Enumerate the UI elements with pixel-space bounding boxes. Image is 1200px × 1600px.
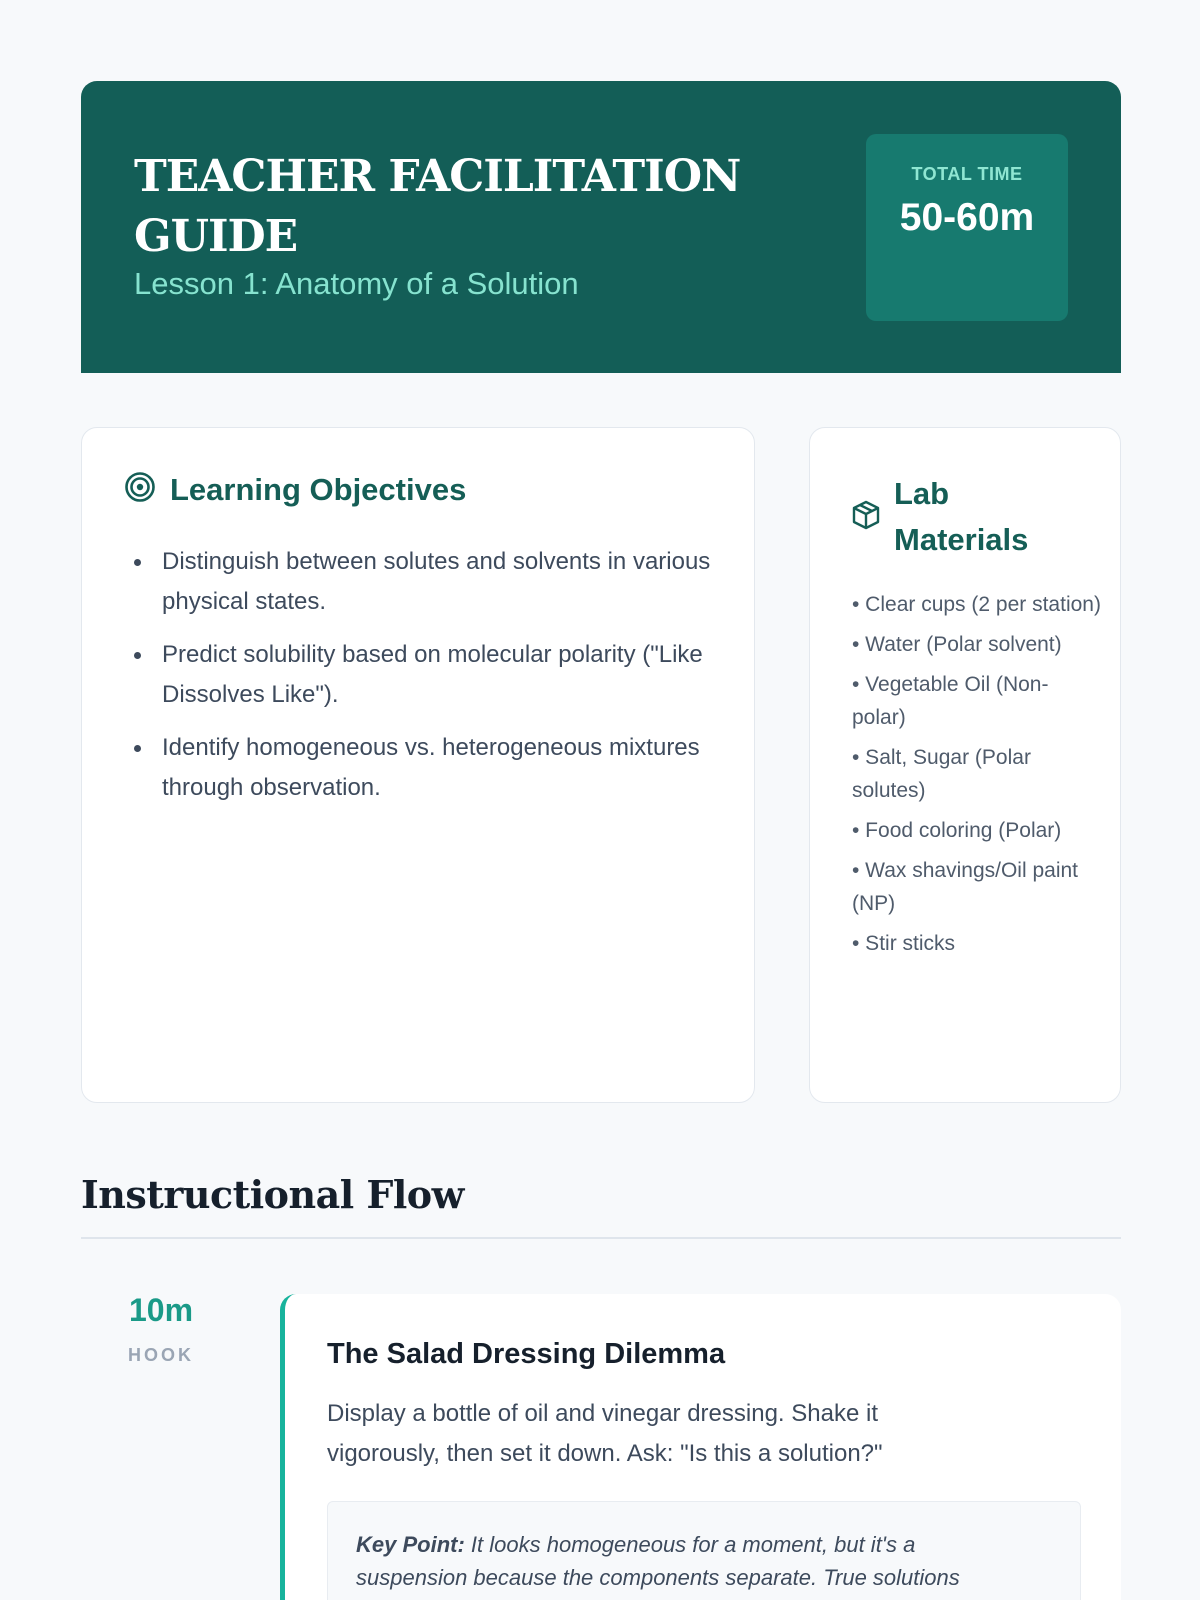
material-item: • Wax shavings/Oil paint (NP) bbox=[852, 859, 1078, 915]
instructional-flow-title: Instructional Flow bbox=[81, 1172, 464, 1217]
page-subtitle: Lesson 1: Anatomy of a Solution bbox=[134, 266, 579, 301]
materials-list bbox=[852, 588, 1102, 967]
section-divider bbox=[81, 1237, 1121, 1239]
key-point-box bbox=[327, 1501, 1081, 1600]
objectives-card bbox=[81, 427, 755, 1103]
flow-step-minutes: 10m bbox=[128, 1292, 194, 1328]
flow-step-description: Display a bottle of oil and vinegar dressing. Shake it vigorously, then set it down. Ask: "Is this a solution?" bbox=[327, 1400, 883, 1467]
material-item: • Clear cups (2 per station) bbox=[852, 593, 1101, 616]
material-item: • Food coloring (Polar) bbox=[852, 819, 1062, 842]
header-banner bbox=[81, 81, 1121, 373]
flow-step-timing bbox=[81, 1292, 241, 1366]
materials-card bbox=[809, 427, 1121, 1103]
material-item: • Stir sticks bbox=[852, 932, 956, 955]
total-time-value: 50-60m bbox=[899, 196, 1035, 239]
objective-item: Distinguish between solutes and solvents in various physical states. bbox=[162, 542, 722, 622]
flow-step-title: The Salad Dressing Dilemma bbox=[327, 1338, 726, 1370]
total-time-label: TOTAL TIME bbox=[911, 164, 1023, 184]
box-icon bbox=[852, 500, 880, 535]
target-icon bbox=[124, 471, 156, 508]
materials-title: Lab Materials bbox=[894, 476, 1029, 557]
objectives-heading bbox=[124, 471, 466, 508]
total-time-box bbox=[866, 134, 1068, 321]
key-point-body: It looks homogeneous for a moment, but it's a suspension because the components separate. True solutions bbox=[356, 1532, 960, 1590]
flow-step-card bbox=[280, 1294, 1121, 1600]
material-item: • Water (Polar solvent) bbox=[852, 633, 1062, 656]
objectives-title: Learning Objectives bbox=[170, 471, 467, 507]
material-item: • Vegetable Oil (Non-polar) bbox=[852, 673, 1049, 729]
material-item: • Salt, Sugar (Polar solutes) bbox=[852, 746, 1031, 802]
flow-step-phase: HOOK bbox=[128, 1345, 194, 1365]
key-point-text bbox=[356, 1528, 1016, 1594]
objectives-list bbox=[162, 542, 722, 821]
materials-heading bbox=[852, 471, 1064, 563]
objective-item: Predict solubility based on molecular polarity ("Like Dissolves Like"). bbox=[162, 635, 722, 715]
objective-item: Identify homogeneous vs. heterogeneous mixtures through observation. bbox=[162, 728, 722, 808]
key-point-label: Key Point: bbox=[356, 1532, 465, 1557]
page-title: TEACHER FACILITATION GUIDE bbox=[134, 151, 741, 262]
